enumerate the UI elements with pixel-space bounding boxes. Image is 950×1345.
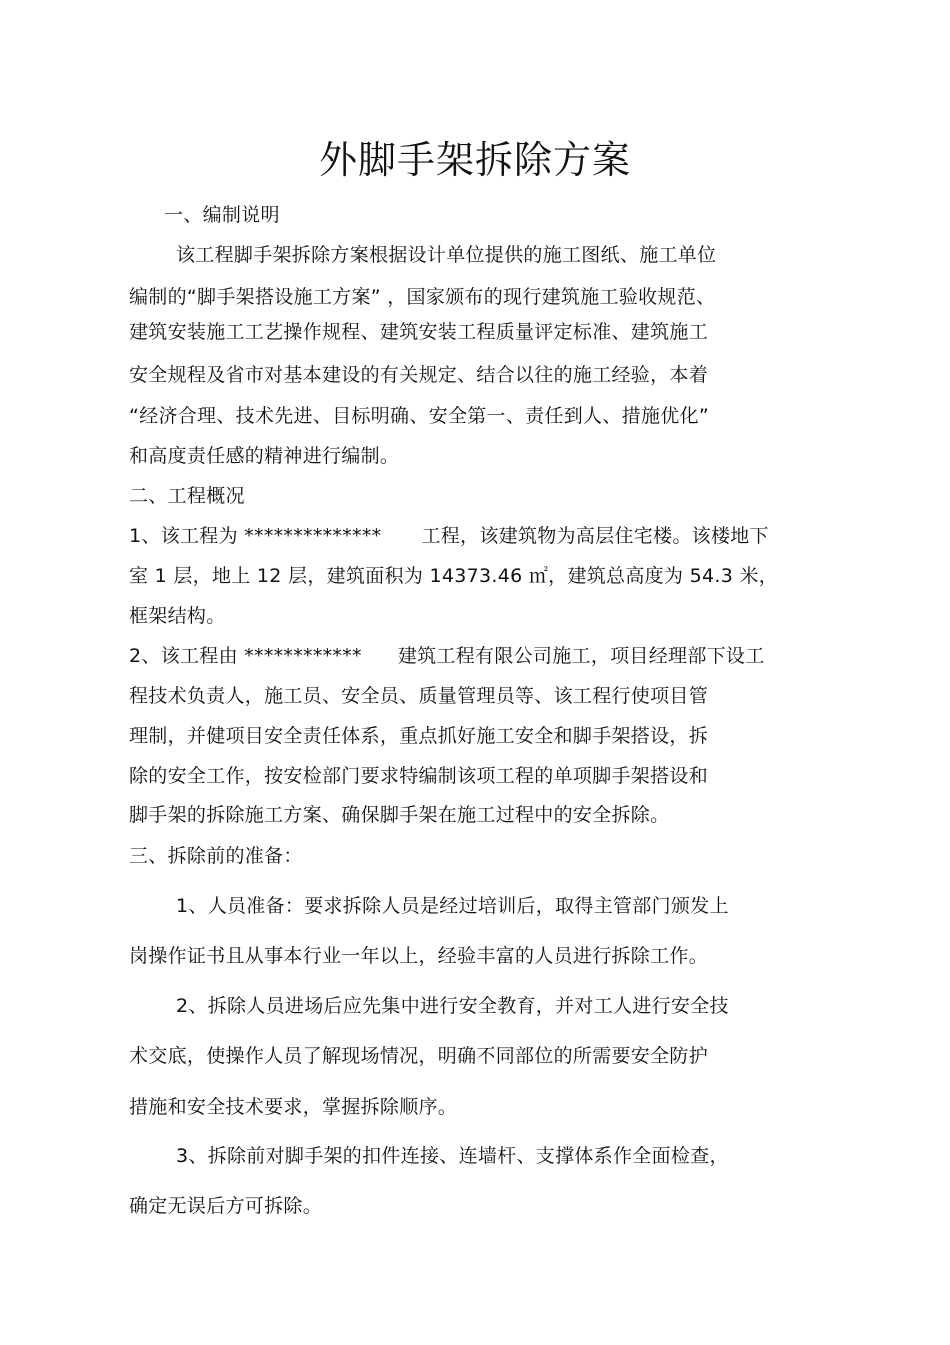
paragraph-line: 室 1 层，地上 12 层，建筑面积为 14373.46 ㎡，建筑总高度为 54.3 米， <box>129 565 779 587</box>
paragraph-line: 1、人员准备：要求拆除人员是经过培训后，取得主管部门颁发上 <box>176 895 729 917</box>
item-text: 2、该工程由 ************ <box>129 645 362 667</box>
paragraph-line: 脚手架的拆除施工方案、确保脚手架在施工过程中的安全拆除。 <box>129 804 670 826</box>
paragraph-line: 该工程脚手架拆除方案根据设计单位提供的施工图纸、施工单位 <box>176 244 717 266</box>
item-text: 1、该工程为 ************** <box>129 525 382 547</box>
item-text: 建筑工程有限公司施工，项目经理部下设工 <box>397 645 765 667</box>
paragraph-line: 除的安全工作，按安检部门要求特编制该项工程的单项脚手架搭设和 <box>129 765 709 787</box>
paragraph-line: “经济合理、技术先进、目标明确、安全第一、责任到人、措施优化” <box>129 405 709 427</box>
paragraph-line: 岗操作证书且从事本行业一年以上，经验丰富的人员进行拆除工作。 <box>129 945 709 967</box>
paragraph-line: 理制，并健项目安全责任体系，重点抓好施工安全和脚手架搭设，拆 <box>129 725 709 747</box>
paragraph-line <box>129 642 765 670</box>
paragraph-line: 安全规程及省市对基本建设的有关规定、结合以往的施工经验，本着 <box>129 364 709 386</box>
paragraph-line: 建筑安装施工工艺操作规程、建筑安装工程质量评定标准、建筑施工 <box>129 321 709 343</box>
paragraph-line: 3、拆除前对脚手架的扣件连接、连墙杆、支撑体系作全面检查， <box>176 1145 729 1167</box>
document-title: 外脚手架拆除方案 <box>318 138 631 182</box>
paragraph-line: 2、拆除人员进场后应先集中进行安全教育，并对工人进行安全技 <box>176 995 729 1017</box>
paragraph-line: 确定无误后方可拆除。 <box>129 1195 323 1217</box>
paragraph-line: 框架结构。 <box>129 605 226 627</box>
section-heading-2: 二、工程概况 <box>129 485 245 507</box>
paragraph-line <box>129 522 769 550</box>
section-heading-1: 一、编制说明 <box>164 204 280 226</box>
paragraph-line: 编制的“脚手架搭设施工方案” ，国家颁布的现行建筑施工验收规范、 <box>129 286 716 308</box>
paragraph-line: 和高度责任感的精神进行编制。 <box>129 445 400 467</box>
paragraph-line: 程技术负责人，施工员、安全员、质量管理员等、该工程行使项目管 <box>129 685 709 707</box>
item-text: 工程，该建筑物为高层住宅楼。该楼地下 <box>421 525 769 547</box>
paragraph-line: 措施和安全技术要求，掌握拆除顺序。 <box>129 1096 458 1118</box>
section-heading-3: 三、拆除前的准备： <box>129 845 303 867</box>
paragraph-line: 术交底，使操作人员了解现场情况，明确不同部位的所需要安全防护 <box>129 1045 709 1067</box>
